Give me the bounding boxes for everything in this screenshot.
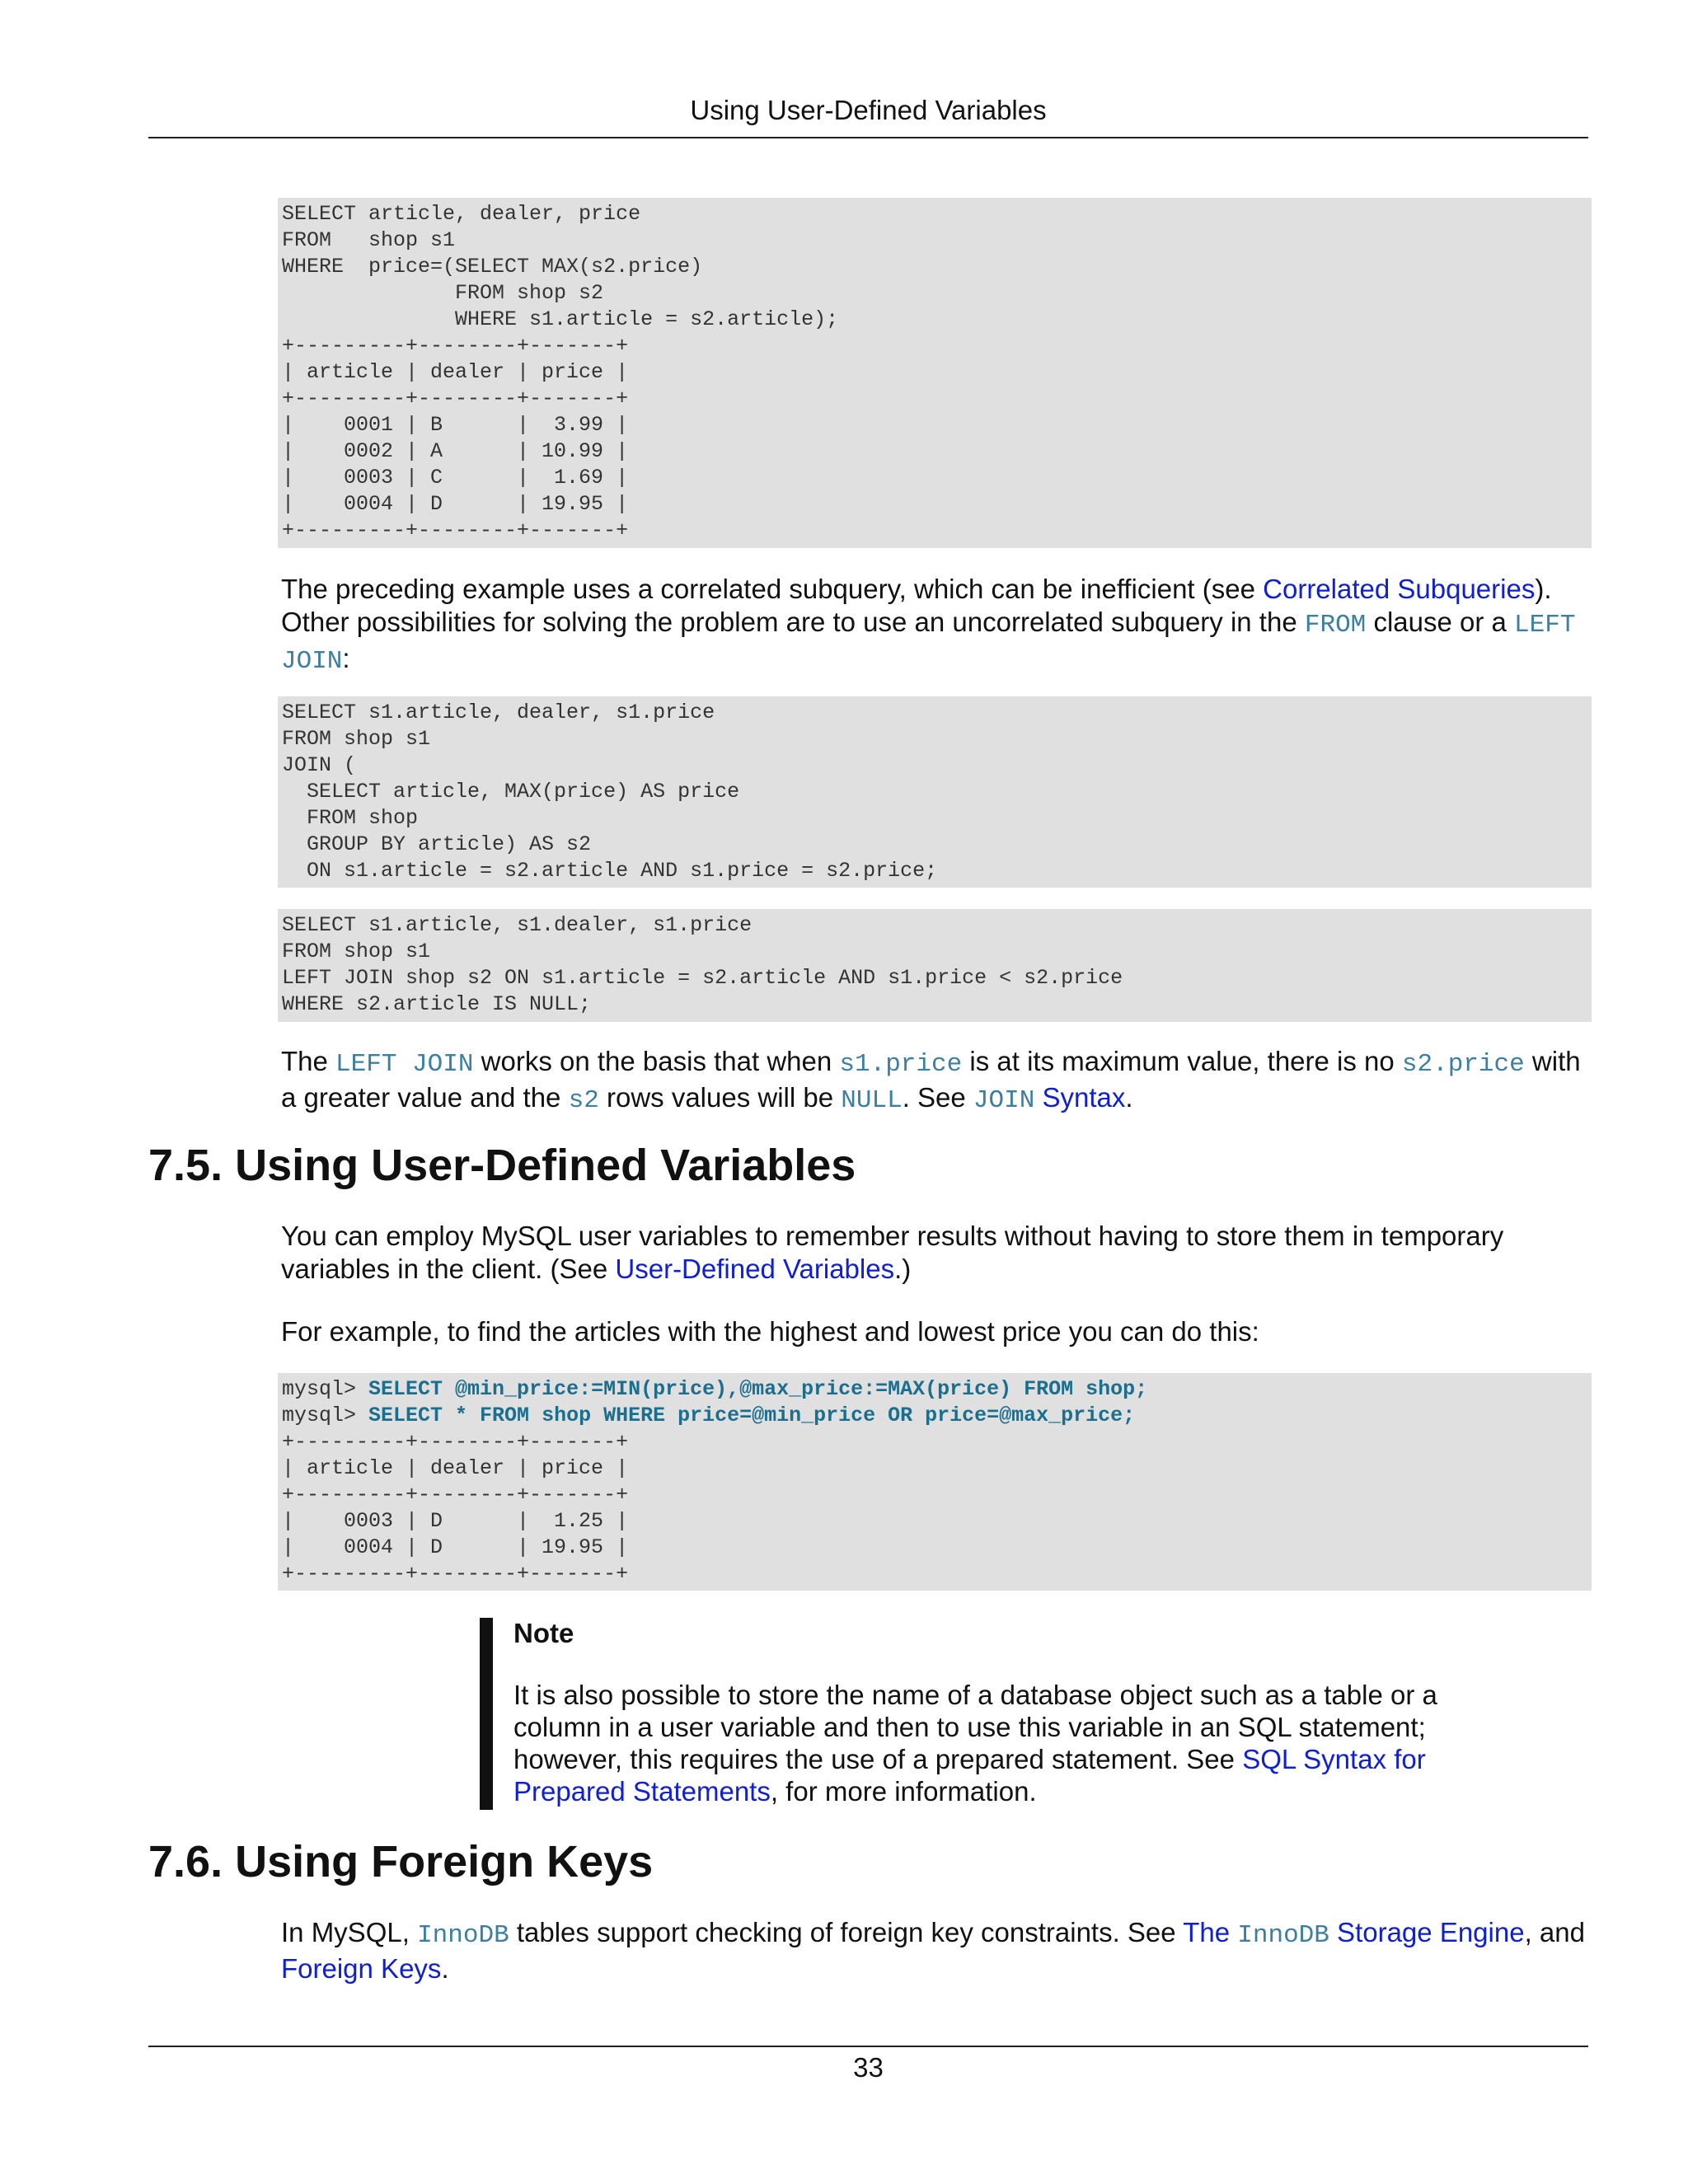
note-title: Note bbox=[513, 1618, 574, 1648]
result-table-line: | article | dealer | price | bbox=[282, 360, 629, 384]
inline-code: s1.price bbox=[839, 1050, 963, 1079]
code-line: FROM shop s2 bbox=[282, 281, 604, 305]
code-block-user-variables bbox=[278, 1373, 1592, 1591]
code-line: FROM shop s1 bbox=[282, 228, 456, 252]
code-line: LEFT JOIN shop s2 ON s1.article = s2.article AND s1.price < s2.price bbox=[282, 966, 1123, 990]
code-line: GROUP BY article) AS s2 bbox=[282, 832, 592, 856]
result-table-line: +---------+--------+-------+ bbox=[282, 1483, 629, 1507]
code-block-uncorrelated-subquery bbox=[278, 696, 1592, 888]
result-table-line: | 0003 | D | 1.25 | bbox=[282, 1509, 629, 1533]
page-number: 33 bbox=[853, 2052, 884, 2083]
inline-code: NULL bbox=[841, 1086, 903, 1115]
link-correlated-subqueries[interactable]: Correlated Subqueries bbox=[1263, 574, 1536, 604]
code-block-correlated-subquery bbox=[278, 198, 1592, 548]
code-line: SELECT article, MAX(price) AS price bbox=[282, 780, 740, 804]
result-table-line: +---------+--------+-------+ bbox=[282, 334, 629, 358]
command-line: mysql> SELECT * FROM shop WHERE price=@min_price OR price=@max_price; bbox=[282, 1404, 1136, 1427]
note-text: It is also possible to store the name of a database object such as a table or a column in a user variable and then to use this variable in an SQL statement; however, this requires the use of a prepared statement. See SQL Syntax for Prepared Statements, for more information. bbox=[513, 1680, 1437, 1807]
code-line: ON s1.article = s2.article AND s1.price = s2.price; bbox=[282, 859, 938, 883]
code-line: WHERE s2.article IS NULL; bbox=[282, 992, 592, 1016]
inline-code: LEFT JOIN bbox=[335, 1050, 474, 1079]
code-line: WHERE price=(SELECT MAX(s2.price) bbox=[282, 255, 703, 279]
footer-rule bbox=[148, 2046, 1588, 2047]
note-bar bbox=[480, 1618, 493, 1810]
result-table-line: | 0001 | B | 3.99 | bbox=[282, 413, 629, 437]
code-line: SELECT s1.article, s1.dealer, s1.price bbox=[282, 913, 753, 937]
result-table-line: | 0003 | C | 1.69 | bbox=[282, 466, 629, 490]
paragraph-left-join-explanation: The LEFT JOIN works on the basis that when s1.price is at its maximum value, there is no s2.price with a greater value and the s2 rows values will be NULL. See JOIN Syntax. bbox=[281, 1046, 1581, 1115]
code-line: FROM shop s1 bbox=[282, 727, 431, 751]
paragraph-example-intro: For example, to find the articles with the highest and lowest price you can do this: bbox=[281, 1316, 1259, 1347]
result-table-line: +---------+--------+-------+ bbox=[282, 1430, 629, 1454]
link-innodb-storage-engine[interactable]: The InnoDB Storage Engine bbox=[1183, 1917, 1525, 1950]
code-line: SELECT article, dealer, price bbox=[282, 202, 641, 226]
code-line: WHERE s1.article = s2.article); bbox=[282, 307, 839, 331]
inline-code: s2 bbox=[568, 1086, 599, 1115]
result-table-line: | 0002 | A | 10.99 | bbox=[282, 439, 629, 463]
header-rule bbox=[148, 137, 1588, 138]
code-line: FROM shop s1 bbox=[282, 940, 431, 963]
result-table-line: | 0004 | D | 19.95 | bbox=[282, 492, 629, 516]
code-line: JOIN ( bbox=[282, 753, 357, 777]
code-line: FROM shop bbox=[282, 806, 419, 830]
section-heading-7-5: 7.5. Using User-Defined Variables bbox=[148, 1141, 856, 1190]
link-foreign-keys[interactable]: Foreign Keys bbox=[281, 1953, 442, 1984]
inline-code: FROM bbox=[1304, 611, 1367, 640]
section-heading-7-6: 7.6. Using Foreign Keys bbox=[148, 1837, 654, 1886]
running-header: Using User-Defined Variables bbox=[690, 95, 1047, 125]
paragraph-correlated-note: The preceding example uses a correlated subquery, which can be inefficient (see Correlated Subqueries). Other possibilities for solving the problem are to use an uncorrelated subquery in the FROM clause or a LEFT JOIN: bbox=[281, 574, 1576, 676]
inline-code: InnoDB bbox=[417, 1921, 509, 1950]
result-table-line: | 0004 | D | 19.95 | bbox=[282, 1535, 629, 1559]
result-table-line: +---------+--------+-------+ bbox=[282, 387, 629, 410]
result-table-line: +---------+--------+-------+ bbox=[282, 518, 629, 542]
code-line: SELECT s1.article, dealer, s1.price bbox=[282, 701, 715, 724]
paragraph-foreign-keys: In MySQL, InnoDB tables support checking of foreign key constraints. See The InnoDB Storage Engine, and Foreign Keys. bbox=[281, 1917, 1585, 1984]
inline-code: s2.price bbox=[1401, 1050, 1525, 1079]
code-block-left-join bbox=[278, 909, 1592, 1022]
result-table-line: | article | dealer | price | bbox=[282, 1456, 629, 1480]
link-sql-syntax-prepared-statements[interactable]: SQL Syntax for Prepared Statements bbox=[513, 1744, 1426, 1807]
inline-code: LEFT JOIN bbox=[281, 611, 1576, 676]
link-join-syntax[interactable]: JOIN Syntax bbox=[973, 1082, 1126, 1115]
link-user-defined-variables[interactable]: User-Defined Variables bbox=[615, 1254, 895, 1284]
result-table-line: +---------+--------+-------+ bbox=[282, 1562, 629, 1586]
command-line: mysql> SELECT @min_price:=MIN(price),@max_price:=MAX(price) FROM shop; bbox=[282, 1377, 1148, 1401]
paragraph-user-variables-intro: You can employ MySQL user variables to remember results without having to store them in temporary variables in the client. (See User-Defined Variables.) bbox=[281, 1221, 1504, 1284]
